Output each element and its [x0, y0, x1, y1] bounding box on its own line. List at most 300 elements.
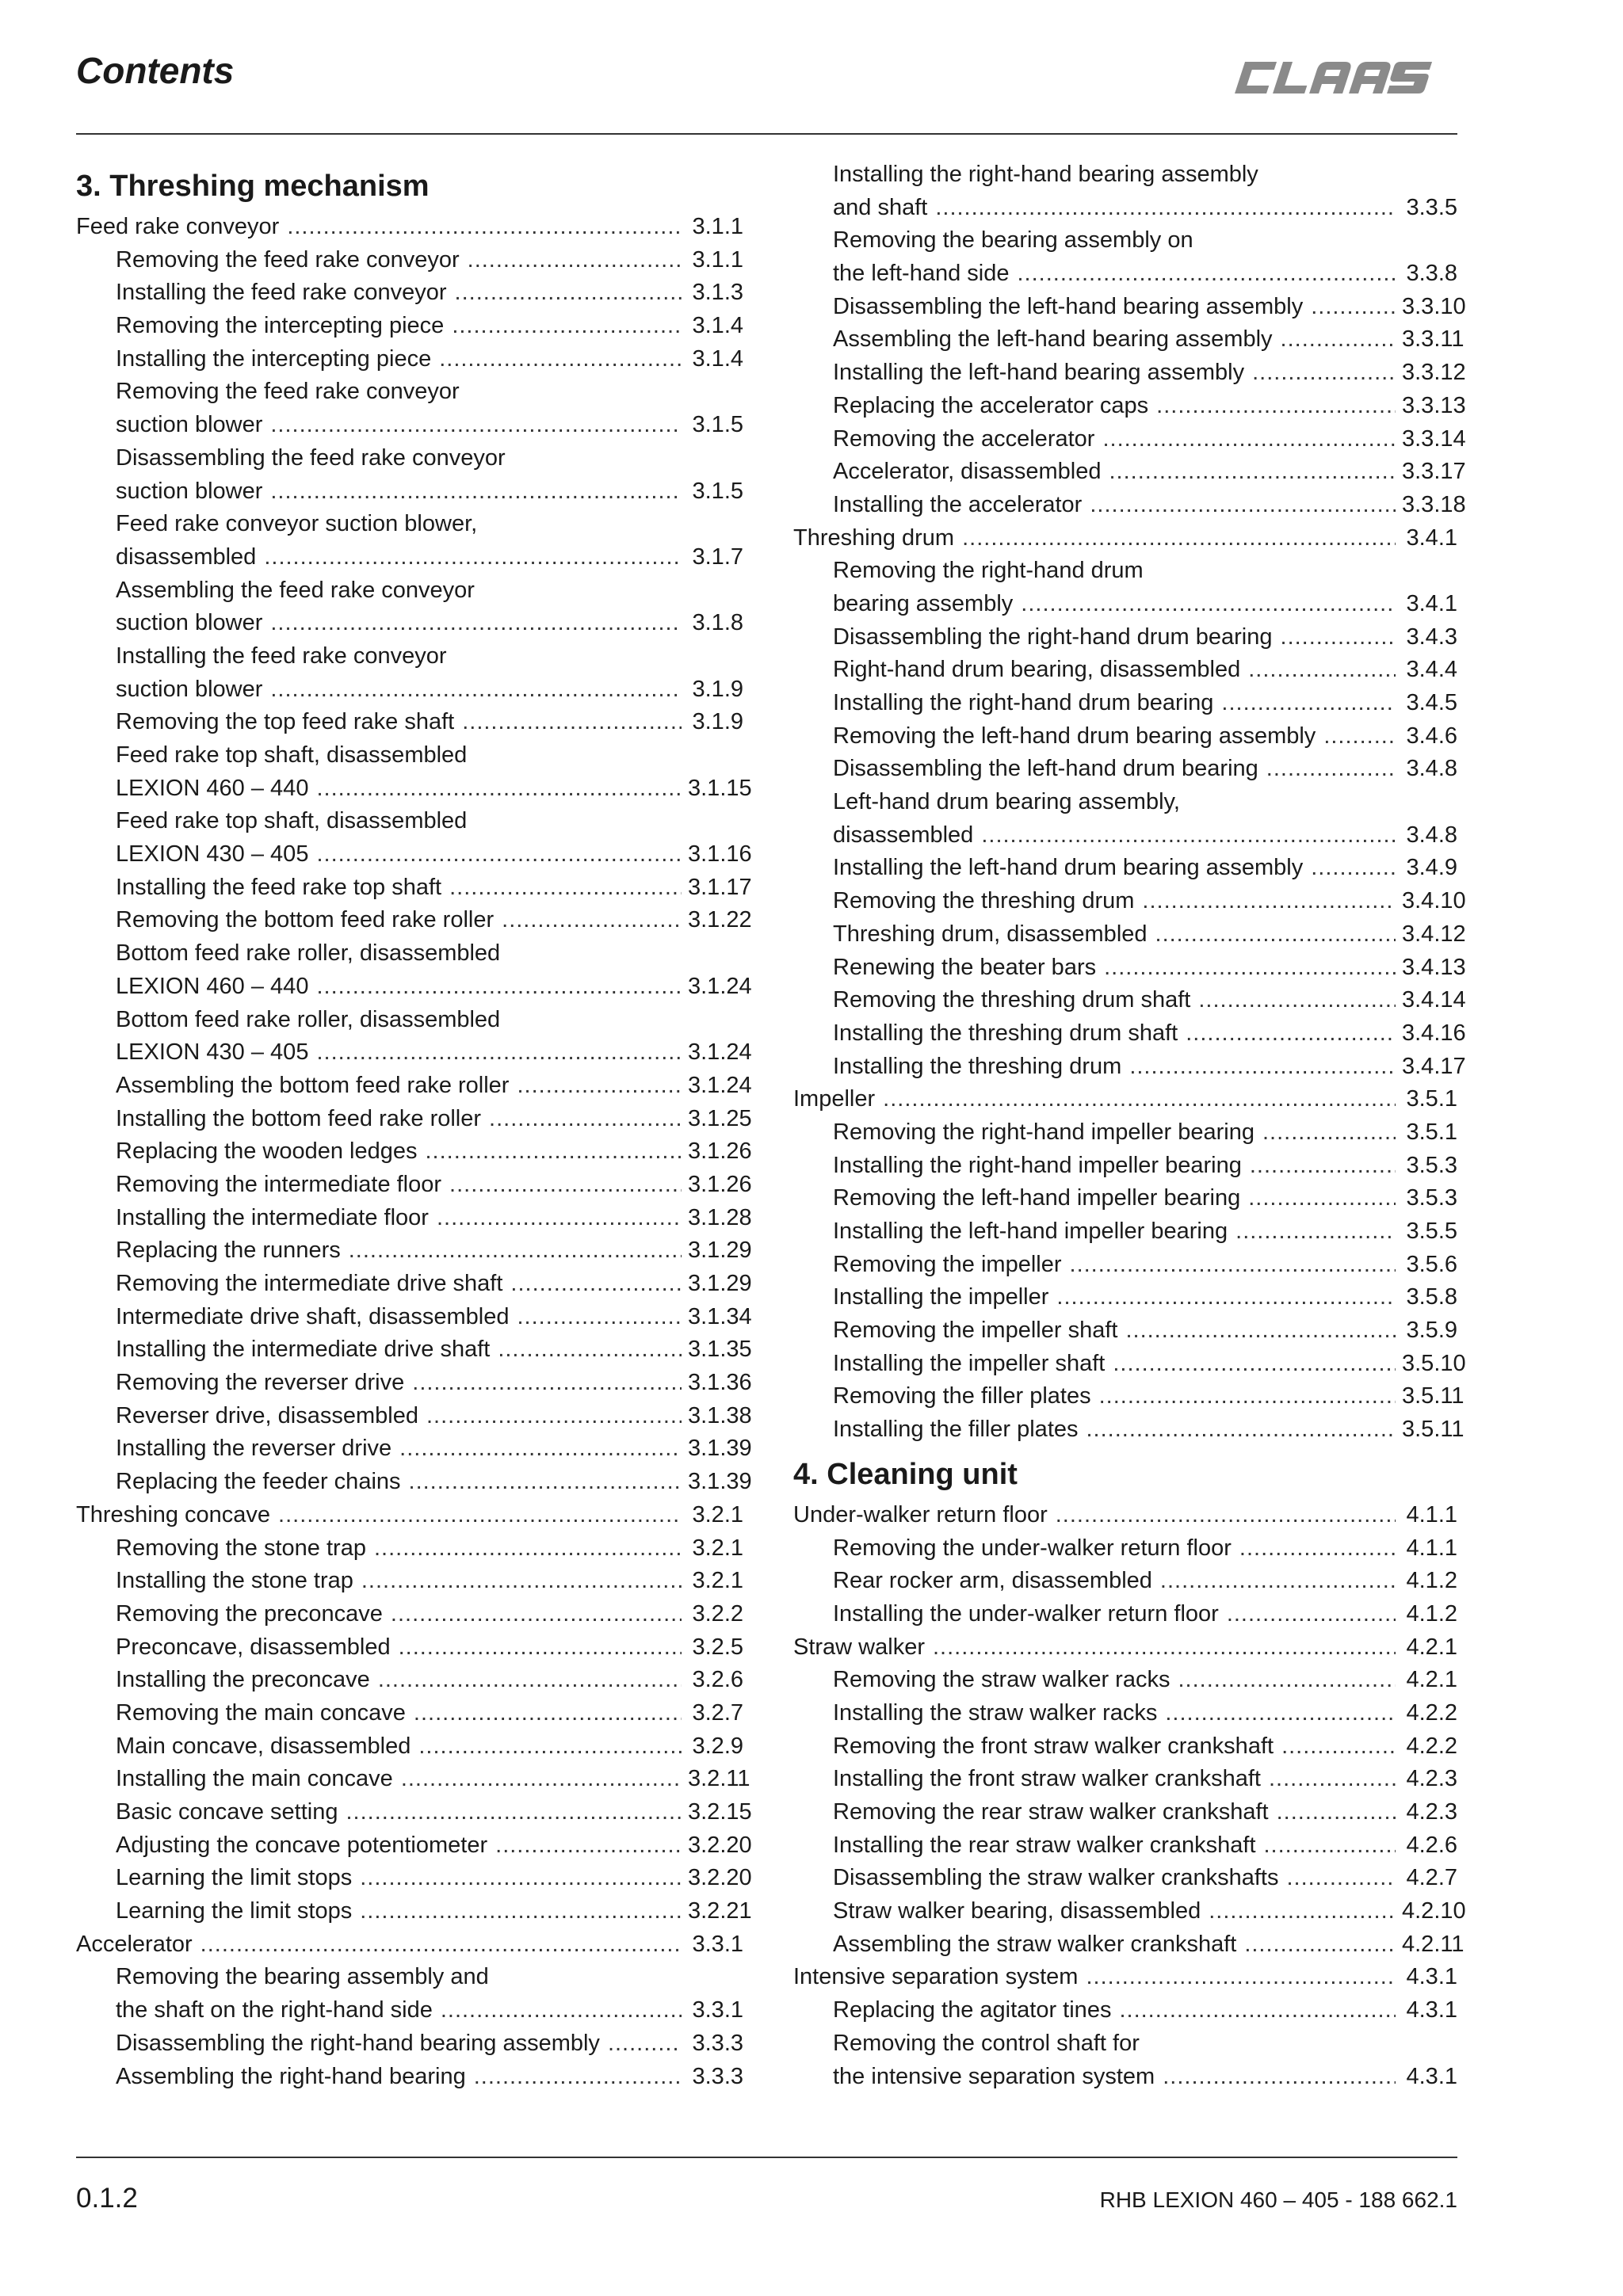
toc-entry-page: 4.1.2	[1406, 1600, 1457, 1627]
toc-entry[interactable]	[76, 1961, 743, 1994]
toc-entry[interactable]	[793, 819, 1457, 852]
toc-entry[interactable]	[76, 244, 743, 277]
dot-leader	[399, 1432, 682, 1466]
dot-leader	[1178, 1664, 1396, 1697]
toc-entry-title: Removing the threshing drum	[833, 888, 1135, 914]
toc-entry[interactable]	[793, 621, 1457, 654]
dot-leader	[349, 1234, 682, 1268]
toc-entry[interactable]	[793, 489, 1466, 522]
toc-entry-title: Threshing drum	[793, 524, 955, 551]
toc-entry[interactable]	[76, 805, 743, 838]
toc-entry[interactable]	[76, 1268, 752, 1301]
toc-entry-page: 3.2.7	[692, 1699, 743, 1726]
toc-entry[interactable]	[76, 277, 743, 310]
toc-entry[interactable]	[793, 952, 1466, 985]
toc-entry-title: the shaft on the right-hand side	[116, 1997, 433, 2023]
toc-entry-page: 3.4.17	[1402, 1053, 1466, 1079]
toc-chapter-entry[interactable]	[793, 1083, 1457, 1116]
toc-entry-page: 3.4.5	[1406, 690, 1457, 715]
toc-entry[interactable]	[76, 739, 743, 772]
toc-entry-page: 3.4.8	[1406, 822, 1457, 848]
toc-entry[interactable]	[793, 1796, 1457, 1829]
toc-entry[interactable]	[76, 343, 743, 376]
toc-entry[interactable]	[793, 224, 1457, 257]
toc-entry-title: Replacing the agitator tines	[833, 1997, 1112, 2023]
toc-entry-page: 3.5.10	[1402, 1350, 1466, 1376]
toc-entry-title: Intermediate drive shaft, disassembled	[116, 1303, 510, 1329]
toc-entry[interactable]	[76, 1103, 752, 1136]
toc-entry-page: 3.2.5	[692, 1634, 743, 1660]
dot-leader	[1262, 1116, 1396, 1150]
toc-entry[interactable]	[793, 984, 1466, 1017]
toc-entry-page: 3.1.17	[688, 874, 752, 900]
toc-entry[interactable]	[76, 2027, 743, 2061]
toc-entry-page: 3.1.9	[692, 676, 743, 702]
dot-leader	[200, 1928, 682, 1962]
toc-entry-page: 3.5.6	[1406, 1251, 1457, 1277]
toc-entry[interactable]	[76, 1234, 752, 1268]
toc-entry[interactable]	[76, 1070, 752, 1103]
toc-entry[interactable]	[793, 1598, 1457, 1631]
toc-entry[interactable]	[793, 423, 1466, 456]
toc-entry-title: LEXION 430 – 405	[116, 841, 309, 868]
toc-entry[interactable]	[76, 508, 743, 541]
toc-entry[interactable]	[793, 1215, 1457, 1249]
toc-entry-page: 4.2.3	[1406, 1766, 1457, 1792]
toc-entry-title: Installing the left-hand drum bearing assembly	[833, 855, 1304, 881]
toc-entry[interactable]	[76, 1796, 752, 1829]
toc-entry-page: 3.2.1	[692, 1535, 743, 1561]
toc-entry-title: Learning the limit stops	[116, 1898, 353, 1924]
toc-entry-title: Installing the feed rake top shaft	[116, 874, 442, 900]
toc-entry-page: 3.3.3	[692, 2030, 743, 2056]
toc-entry[interactable]	[76, 442, 743, 475]
dot-leader	[449, 1169, 682, 1202]
toc-entry-title: Intensive separation system	[793, 1964, 1079, 1990]
toc-entry-title: Removing the intermediate floor	[116, 1171, 442, 1197]
toc-entry-page: 3.1.1	[692, 214, 743, 239]
toc-entry[interactable]	[793, 257, 1457, 291]
toc-entry[interactable]	[793, 720, 1457, 753]
toc-entry[interactable]	[76, 1367, 752, 1400]
toc-entry-title: Installing the feed rake conveyor	[116, 643, 447, 669]
dot-leader	[414, 1697, 682, 1730]
toc-entry-page: 3.1.4	[692, 345, 743, 372]
toc-entry[interactable]	[793, 1017, 1466, 1051]
toc-entry[interactable]	[793, 1565, 1457, 1598]
toc-chapter-entry[interactable]	[76, 211, 743, 244]
toc-entry[interactable]	[76, 706, 743, 739]
toc-chapter-entry[interactable]	[793, 1961, 1457, 1994]
dot-leader	[1252, 357, 1396, 390]
toc-chapter-entry[interactable]	[76, 1928, 743, 1962]
toc-entry-page: 3.1.29	[688, 1238, 752, 1264]
toc-entry[interactable]	[793, 1763, 1457, 1796]
dot-leader	[1156, 390, 1396, 423]
dot-leader	[1186, 1017, 1396, 1051]
footer-divider	[76, 2157, 1457, 2158]
toc-entry-page: 3.1.7	[692, 543, 743, 570]
toc-entry-title: Preconcave, disassembled	[116, 1634, 391, 1660]
toc-entry[interactable]	[76, 1301, 752, 1334]
toc-entry-page: 3.5.8	[1406, 1284, 1457, 1310]
toc-chapter-entry[interactable]	[793, 1631, 1457, 1665]
toc-entry-title: Accelerator, disassembled	[833, 459, 1102, 485]
footer-page-number: 0.1.2	[76, 2183, 138, 2214]
dot-leader	[495, 1829, 682, 1863]
toc-entry-page: 3.5.3	[1406, 1185, 1457, 1211]
toc-entry[interactable]	[76, 1333, 752, 1367]
toc-entry-page: 3.4.4	[1406, 657, 1457, 683]
toc-entry[interactable]	[793, 1697, 1457, 1730]
toc-entry[interactable]	[76, 1169, 752, 1202]
toc-entry[interactable]	[793, 390, 1466, 423]
toc-entry-page: 3.1.1	[692, 246, 743, 273]
toc-entry[interactable]	[793, 1051, 1466, 1084]
toc-entry[interactable]	[76, 1763, 750, 1796]
toc-entry[interactable]	[76, 1036, 752, 1070]
toc-entry-title: Removing the feed rake conveyor	[116, 246, 460, 273]
toc-entry-title: Removing the impeller shaft	[833, 1318, 1118, 1344]
dot-leader	[360, 1895, 682, 1928]
toc-entry-title: Removing the front straw walker crankshaft	[833, 1733, 1274, 1759]
toc-entry-page: 4.2.7	[1406, 1865, 1457, 1891]
dot-leader	[1264, 1829, 1396, 1863]
toc-entry-page: 3.1.24	[688, 973, 752, 999]
dot-leader	[1248, 1182, 1396, 1215]
dot-leader	[346, 1796, 682, 1829]
dot-leader	[418, 1730, 682, 1764]
toc-entry[interactable]	[793, 786, 1457, 819]
toc-entry[interactable]	[76, 475, 743, 509]
dot-leader	[1104, 952, 1396, 985]
toc-entry[interactable]	[793, 291, 1466, 324]
dot-leader	[1155, 918, 1396, 952]
toc-entry[interactable]	[793, 1281, 1457, 1314]
dot-leader	[1090, 489, 1396, 522]
toc-entry-page: 3.2.21	[688, 1898, 752, 1924]
toc-entry-page: 3.3.11	[1402, 326, 1465, 353]
toc-entry[interactable]	[76, 1565, 743, 1598]
toc-entry-title: Under-walker return floor	[793, 1501, 1048, 1527]
toc-entry-title: Removing the accelerator	[833, 425, 1095, 452]
toc-entry-title: Threshing concave	[76, 1501, 271, 1527]
toc-left-column	[76, 158, 752, 2093]
toc-entry-page: 4.2.1	[1406, 1667, 1457, 1693]
toc-entry-page: 3.5.5	[1406, 1219, 1457, 1244]
toc-entry[interactable]	[793, 1314, 1457, 1348]
toc-entry[interactable]	[76, 409, 743, 442]
toc-entry-title: Removing the preconcave	[116, 1600, 383, 1627]
dot-leader	[270, 607, 682, 640]
toc-chapter-entry[interactable]	[793, 1499, 1457, 1532]
toc-entry-title: suction blower	[116, 478, 263, 504]
toc-entry-title: Right-hand drum bearing, disassembled	[833, 657, 1241, 683]
toc-entry-title: LEXION 460 – 440	[116, 973, 309, 999]
toc-entry-title: Main concave, disassembled	[116, 1733, 411, 1759]
toc-entry-title: Installing the stone trap	[116, 1568, 353, 1594]
dot-leader	[1056, 1281, 1396, 1314]
toc-entry-page: 3.2.9	[692, 1733, 743, 1759]
toc-entry[interactable]	[76, 1135, 752, 1169]
toc-entry[interactable]	[793, 456, 1466, 489]
toc-entry-title: Installing the under-walker return floor	[833, 1600, 1219, 1627]
toc-entry[interactable]	[793, 1348, 1466, 1381]
toc-entry[interactable]	[76, 1432, 752, 1466]
toc-right-column	[793, 158, 1466, 2093]
toc-entry[interactable]	[76, 673, 743, 707]
toc-entry-title: Installing the rear straw walker crankshaft	[833, 1832, 1256, 1858]
toc-chapter-entry[interactable]	[76, 1499, 743, 1532]
dot-leader	[962, 522, 1396, 555]
toc-entry-page: 3.1.16	[688, 841, 752, 868]
toc-entry[interactable]	[793, 852, 1457, 885]
dot-leader	[1311, 852, 1396, 885]
toc-entry[interactable]	[793, 1249, 1457, 1282]
toc-entry-page: 3.1.5	[692, 478, 743, 504]
dot-leader	[1311, 291, 1396, 324]
toc-entry[interactable]	[793, 753, 1457, 786]
section-heading: 4. Cleaning unit	[793, 1457, 1018, 1491]
dot-leader	[1102, 423, 1396, 456]
toc-entry-title: Installing the straw walker racks	[833, 1699, 1158, 1726]
toc-entry[interactable]	[76, 607, 743, 640]
toc-entry[interactable]	[76, 1202, 752, 1235]
toc-entry[interactable]	[76, 971, 752, 1004]
toc-entry[interactable]	[76, 1664, 743, 1697]
toc-entry[interactable]	[793, 1829, 1457, 1863]
toc-entry-title: Installing the threshing drum	[833, 1053, 1122, 1079]
toc-entry-title: Left-hand drum bearing assembly,	[833, 789, 1180, 815]
dot-leader	[883, 1083, 1396, 1116]
toc-entry[interactable]	[76, 1697, 743, 1730]
toc-entry-page: 3.1.28	[688, 1204, 752, 1230]
toc-entry[interactable]	[76, 838, 752, 871]
toc-entry[interactable]	[76, 376, 743, 409]
toc-entry[interactable]	[793, 1664, 1457, 1697]
toc-entry[interactable]	[76, 1466, 752, 1499]
toc-entry-title: Feed rake conveyor	[76, 214, 280, 239]
toc-entry[interactable]	[76, 1631, 743, 1665]
toc-entry-title: Installing the left-hand bearing assembly	[833, 360, 1245, 386]
toc-entry[interactable]	[793, 1150, 1457, 1183]
toc-entry-page: 3.1.26	[688, 1138, 752, 1165]
dot-leader	[270, 475, 682, 509]
dot-leader	[360, 1862, 682, 1895]
toc-entry[interactable]	[76, 904, 752, 937]
toc-entry-page: 3.4.8	[1406, 756, 1457, 782]
toc-entry-page: 3.1.39	[688, 1436, 752, 1462]
dot-leader	[412, 1367, 682, 1400]
toc-entry-title: disassembled	[116, 543, 257, 570]
dot-leader	[517, 1301, 682, 1334]
dot-leader	[374, 1532, 682, 1566]
toc-entry-title: Disassembling the straw walker crankshafts	[833, 1865, 1279, 1891]
toc-entry[interactable]	[76, 2061, 743, 2094]
toc-entry-title: Basic concave setting	[116, 1799, 338, 1825]
toc-entry-page: 3.2.6	[692, 1667, 743, 1693]
toc-entry[interactable]	[76, 574, 743, 608]
dot-leader	[441, 1994, 682, 2027]
toc-entry-page: 4.2.1	[1406, 1634, 1457, 1660]
toc-entry[interactable]	[76, 871, 752, 905]
toc-entry-page: 3.5.11	[1402, 1417, 1465, 1443]
toc-entry[interactable]	[793, 1413, 1465, 1447]
toc-entry[interactable]	[793, 1532, 1457, 1566]
toc-entry-page: 3.1.34	[688, 1303, 752, 1329]
toc-entry[interactable]	[76, 541, 743, 574]
toc-entry[interactable]	[793, 357, 1466, 390]
toc-entry[interactable]	[76, 1598, 743, 1631]
dot-leader	[608, 2027, 682, 2061]
toc-entry-title: Straw walker	[793, 1634, 925, 1660]
toc-entry[interactable]	[76, 772, 752, 806]
toc-entry[interactable]	[793, 1928, 1465, 1962]
toc-entry[interactable]	[76, 1862, 752, 1895]
toc-entry-title: Feed rake top shaft, disassembled	[116, 742, 468, 768]
toc-entry-page: 3.1.26	[688, 1171, 752, 1197]
toc-entry-page: 3.3.12	[1402, 360, 1466, 386]
toc-entry-page: 3.1.24	[688, 1072, 752, 1098]
toc-entry-page: 4.2.6	[1406, 1832, 1457, 1858]
toc-entry-title: Assembling the left-hand bearing assembly	[833, 326, 1273, 353]
toc-entry[interactable]	[793, 885, 1466, 918]
toc-entry[interactable]	[793, 1116, 1457, 1150]
toc-entry[interactable]	[76, 1994, 743, 2027]
section-heading: 3. Threshing mechanism	[76, 170, 430, 203]
dot-leader	[1113, 1348, 1396, 1381]
toc-entry[interactable]	[76, 1895, 752, 1928]
toc-entry-title: Installing the intermediate floor	[116, 1204, 429, 1230]
toc-entry-title: Removing the threshing drum shaft	[833, 987, 1191, 1013]
toc-entry-page: 3.2.1	[692, 1568, 743, 1594]
toc-chapter-entry[interactable]	[793, 522, 1457, 555]
dot-leader	[1198, 984, 1396, 1017]
toc-entry[interactable]	[793, 2027, 1457, 2061]
toc-entry-title: Removing the bottom feed rake roller	[116, 907, 495, 933]
dot-leader	[498, 1333, 682, 1367]
dot-leader	[1281, 1730, 1396, 1764]
dot-leader	[316, 772, 682, 806]
toc-entry-page: 3.1.29	[688, 1271, 752, 1296]
dot-leader	[1129, 1051, 1396, 1084]
toc-entry-title: Removing the rear straw walker crankshaft	[833, 1799, 1269, 1825]
toc-entry[interactable]	[76, 1829, 752, 1863]
toc-entry[interactable]	[76, 1400, 752, 1433]
toc-entry-page: 3.2.1	[692, 1501, 743, 1527]
toc-entry-page: 4.3.1	[1406, 2063, 1457, 2089]
dot-leader	[401, 1763, 682, 1796]
toc-entry-page: 3.4.14	[1402, 987, 1466, 1013]
toc-entry[interactable]	[793, 1730, 1457, 1764]
toc-entry-title: Disassembling the right-hand drum bearing	[833, 624, 1273, 650]
toc-entry-title: LEXION 430 – 405	[116, 1039, 309, 1066]
toc-entry[interactable]	[76, 640, 743, 673]
toc-entry[interactable]	[76, 1004, 743, 1037]
toc-entry-page: 3.4.3	[1406, 624, 1457, 650]
toc-entry[interactable]	[793, 1182, 1457, 1215]
page-title: Contents	[76, 50, 235, 91]
toc-entry[interactable]	[793, 1862, 1457, 1895]
toc-entry-page: 3.3.1	[692, 1997, 743, 2023]
dot-leader	[933, 1631, 1396, 1665]
toc-entry-title: Installing the impeller	[833, 1284, 1049, 1310]
toc-entry[interactable]	[793, 158, 1457, 192]
dot-leader	[455, 277, 682, 310]
toc-entry[interactable]	[793, 323, 1465, 357]
dot-leader	[439, 343, 682, 376]
dot-leader	[449, 871, 682, 905]
toc-entry[interactable]	[793, 654, 1457, 687]
toc-entry[interactable]	[793, 1380, 1465, 1413]
toc-entry-title: Renewing the beater bars	[833, 954, 1097, 980]
toc-entry[interactable]	[76, 1730, 743, 1764]
toc-entry-page: 3.2.11	[688, 1766, 750, 1792]
toc-entry-page: 3.5.11	[1402, 1383, 1465, 1409]
toc-entry-page: 3.4.13	[1402, 954, 1466, 980]
dot-leader	[510, 1268, 682, 1301]
toc-entry-page: 3.1.24	[688, 1039, 752, 1066]
dot-leader	[378, 1664, 682, 1697]
claas-logo	[1232, 57, 1445, 98]
toc-entry[interactable]	[793, 1895, 1466, 1928]
toc-entry-page: 3.4.10	[1402, 888, 1466, 914]
toc-entry-page: 3.4.6	[1406, 723, 1457, 749]
toc-entry[interactable]	[793, 588, 1457, 621]
dot-leader	[1227, 1598, 1396, 1631]
dot-leader	[981, 819, 1396, 852]
toc-entry-title: Threshing drum, disassembled	[833, 921, 1148, 947]
toc-entry-title: Installing the bottom feed rake roller	[116, 1105, 482, 1131]
toc-entry-page: 4.1.1	[1406, 1535, 1457, 1561]
toc-entry[interactable]	[793, 1994, 1457, 2027]
toc-entry[interactable]	[76, 310, 743, 343]
toc-entry[interactable]	[793, 555, 1457, 588]
toc-entry-page: 3.1.22	[688, 907, 752, 933]
toc-entry[interactable]	[793, 192, 1457, 225]
toc-entry[interactable]	[76, 937, 743, 971]
dot-leader	[316, 971, 682, 1004]
toc-entry[interactable]	[793, 918, 1466, 952]
footer-document-reference: RHB LEXION 460 – 405 - 188 662.1	[1099, 2187, 1457, 2212]
toc-entry-title: suction blower	[116, 610, 263, 636]
toc-entry-page: 3.5.1	[1406, 1086, 1457, 1112]
toc-entry-title: Removing the reverser drive	[116, 1370, 405, 1396]
dot-leader	[1281, 621, 1396, 654]
dot-leader	[437, 1202, 682, 1235]
toc-entry-title: suction blower	[116, 676, 263, 702]
toc-entry-page: 3.4.1	[1406, 590, 1457, 616]
dot-leader	[1070, 1249, 1396, 1282]
toc-entry-page: 4.3.1	[1406, 1964, 1457, 1990]
toc-entry[interactable]	[76, 1532, 743, 1566]
toc-entry-title: Replacing the feeder chains	[116, 1469, 401, 1495]
dot-leader	[1160, 1565, 1396, 1598]
dot-leader	[1244, 1928, 1396, 1962]
toc-entry-title: Feed rake conveyor suction blower,	[116, 511, 478, 537]
dot-leader	[316, 1036, 682, 1070]
toc-entry-page: 4.2.11	[1402, 1931, 1465, 1957]
dot-leader	[1323, 720, 1396, 753]
dot-leader	[1221, 687, 1396, 720]
toc-entry-title: Replacing the accelerator caps	[833, 392, 1149, 418]
toc-entry[interactable]	[793, 2061, 1457, 2094]
toc-entry-title: Assembling the bottom feed rake roller	[116, 1072, 510, 1098]
toc-entry-page: 3.3.10	[1402, 293, 1466, 319]
toc-entry[interactable]	[793, 687, 1457, 720]
toc-entry-title: Bottom feed rake roller, disassembled	[116, 940, 501, 967]
toc-entry-title: Installing the right-hand impeller bearing	[833, 1152, 1242, 1178]
